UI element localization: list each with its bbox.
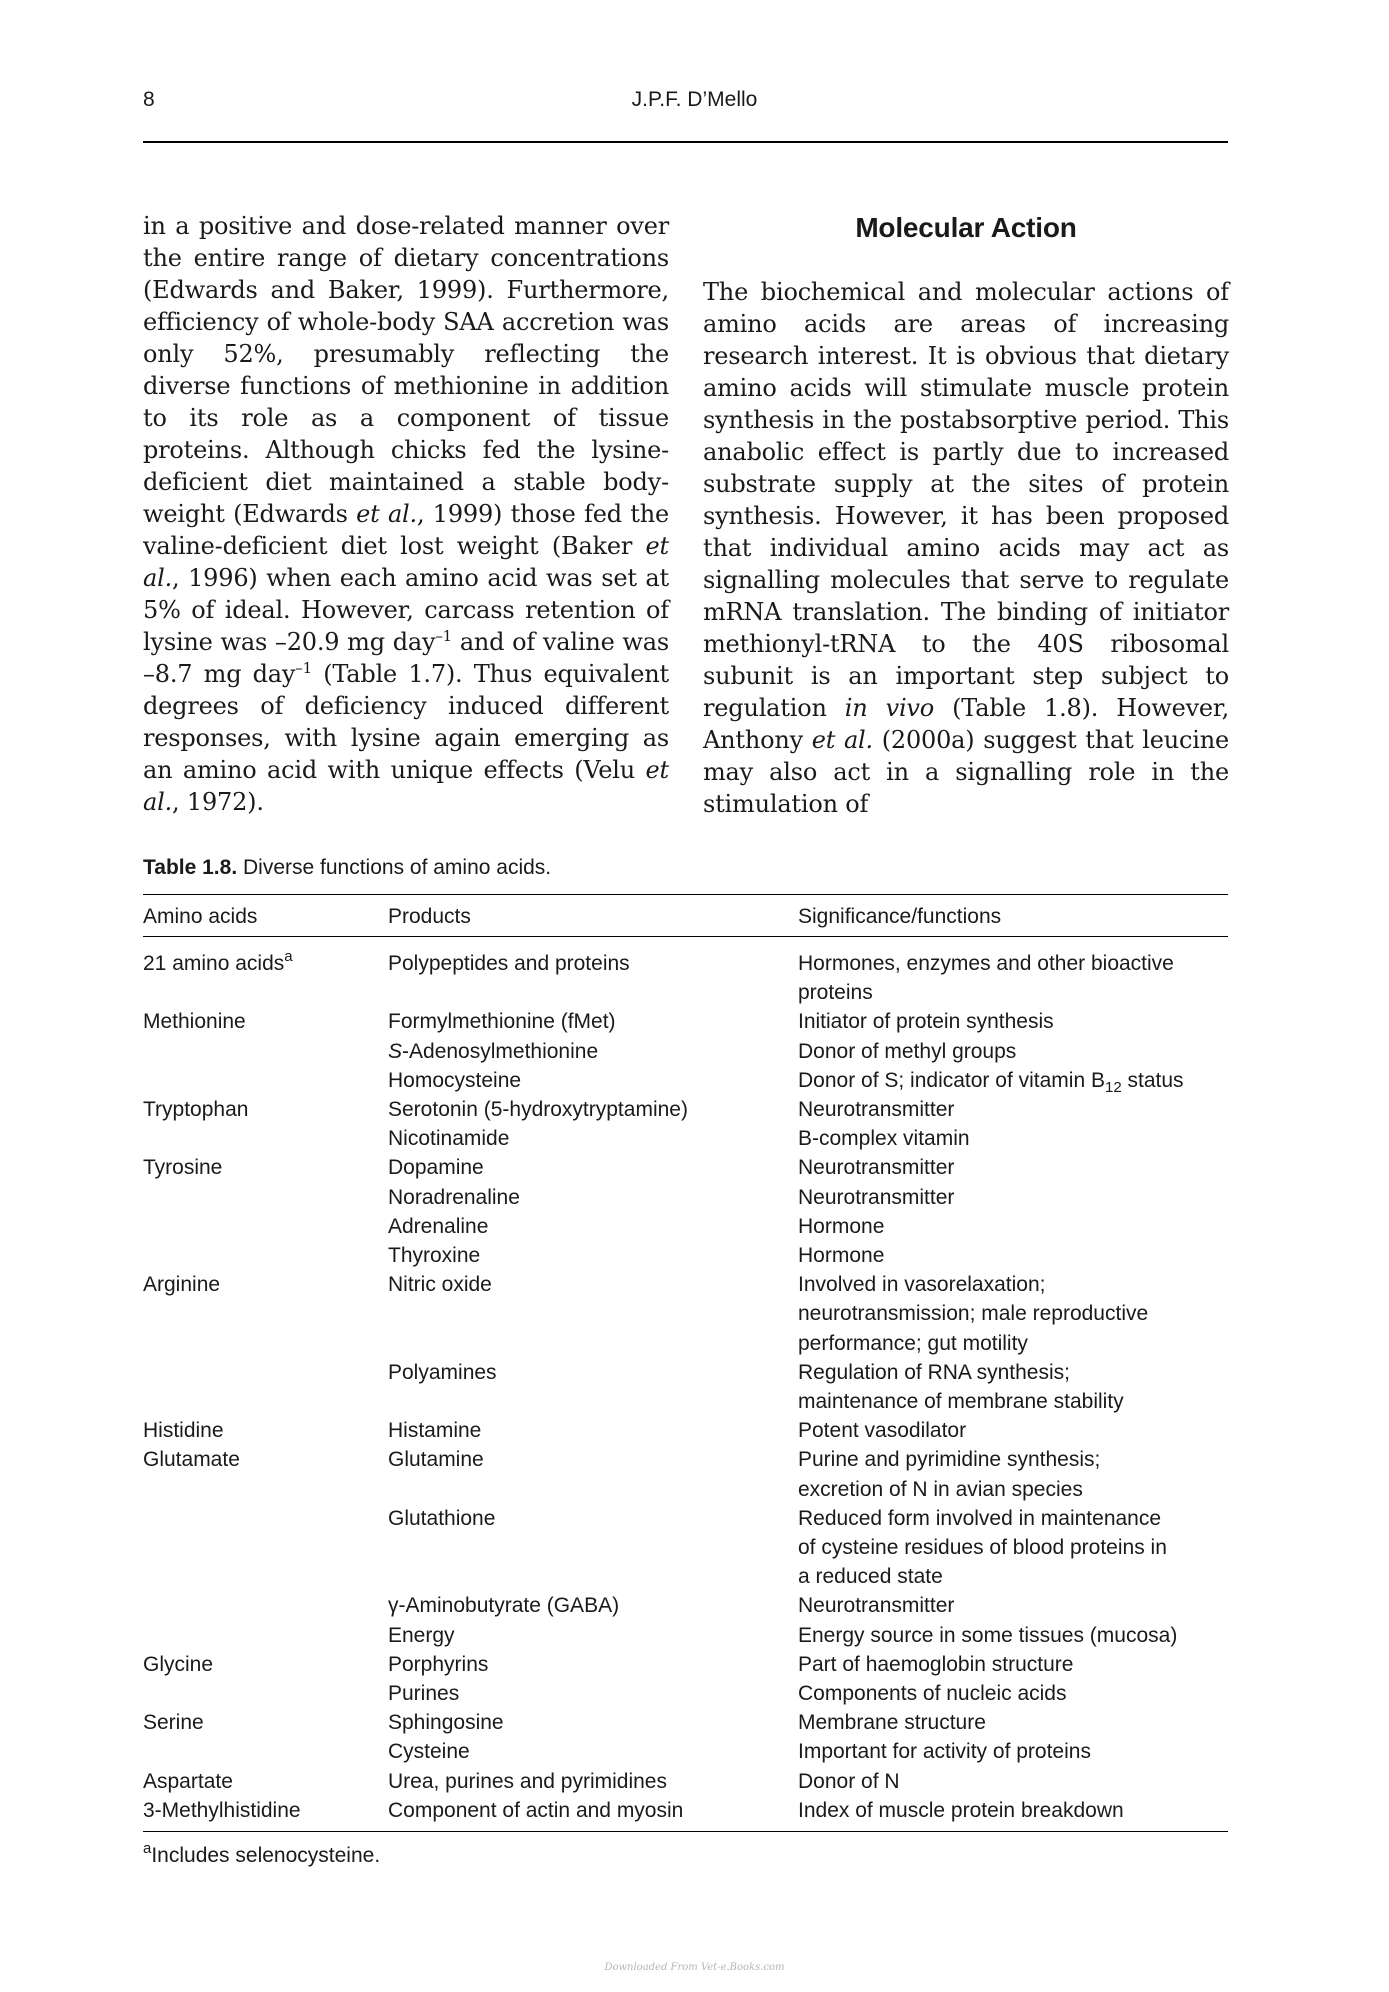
table-row <box>143 1037 1228 1066</box>
cell-function: Initiator of protein synthesis <box>798 1010 1054 1034</box>
cell-product: Adrenaline <box>388 1214 489 1238</box>
table-row <box>143 1007 1228 1036</box>
table-row <box>143 1183 1228 1212</box>
cell-amino-acid <box>143 1212 388 1241</box>
running-head: J.P.F. D’Mello <box>631 88 758 111</box>
cell-product: Glutathione <box>388 1506 496 1530</box>
cell-product: Thyroxine <box>388 1244 481 1268</box>
cell-function: neurotransmission; male reproductive <box>798 1302 1149 1326</box>
cell-amino-acid <box>143 1562 388 1591</box>
cell-product: Nitric oxide <box>388 1273 492 1297</box>
table-row <box>143 1445 1228 1474</box>
cell-product: Serotonin (5-hydroxytryptamine) <box>388 1098 688 1122</box>
cell-product: Polypeptides and proteins <box>388 952 630 975</box>
table-row <box>143 1095 1228 1124</box>
cell-product: Polyamines <box>388 1360 497 1384</box>
table-row <box>143 1621 1228 1650</box>
cell-product <box>388 1562 798 1591</box>
cell-function: of cysteine residues of blood proteins in <box>798 1536 1167 1560</box>
cell-amino-acid <box>143 1533 388 1562</box>
table-row <box>143 1562 1228 1591</box>
table-row <box>143 1708 1228 1737</box>
cell-function: Important for activity of proteins <box>798 1740 1091 1764</box>
cell-product: Nicotinamide <box>388 1127 510 1151</box>
cell-product <box>388 1329 798 1358</box>
cell-function: Hormones, enzymes and other bioactive <box>798 952 1174 975</box>
right-column <box>703 210 1229 820</box>
table-row <box>143 1591 1228 1620</box>
column-header-significance: Significance/functions <box>798 905 1002 928</box>
table-row <box>143 1796 1228 1825</box>
cell-amino-acid <box>143 1124 388 1153</box>
cell-function: Regulation of RNA synthesis; <box>798 1360 1070 1384</box>
cell-function: Hormone <box>798 1214 885 1238</box>
cell-amino-acid: Histidine <box>143 1419 224 1443</box>
cell-product: Energy <box>388 1623 455 1647</box>
cell-product: Porphyrins <box>388 1652 489 1676</box>
table-body <box>143 937 1228 1831</box>
cell-product: Dopamine <box>388 1156 484 1180</box>
table-row <box>143 1679 1228 1708</box>
cell-product: γ-Aminobutyrate (GABA) <box>388 1594 620 1618</box>
table-row <box>143 1504 1228 1533</box>
cell-function: Index of muscle protein breakdown <box>798 1798 1124 1822</box>
cell-amino-acid <box>143 1358 388 1387</box>
table-1-8 <box>143 854 1228 1870</box>
cell-product: Noradrenaline <box>388 1185 520 1209</box>
cell-amino-acid <box>143 978 388 1007</box>
cell-amino-acid <box>143 1591 388 1620</box>
body-paragraph: The biochemical and molecular actions of amino acids are areas of increasing research interest. It is obvious that dietary amino acids will stimulate muscle protein synthesis in the postabsorptive period. This anabolic effect is partly due to increased substrate supply at the sites of protein synthesis. However, it has been proposed that individual amino acids may act as signalling molecules that serve to regulate mRNA translation. The binding of initiator methionyl-tRNA to the 40S ribosomal subunit is an important step subject to regulation in vivo (Table 1.8). However, Anthony et al. (2000a) suggest that leucine may also act in a signalling role in the stimulation of <box>703 278 1230 818</box>
cell-function: a reduced state <box>798 1565 943 1589</box>
cell-function: Reduced form involved in maintenance <box>798 1506 1162 1530</box>
cell-function: Energy source in some tissues (mucosa) <box>798 1623 1178 1647</box>
cell-function: excretion of N in avian species <box>798 1477 1083 1501</box>
cell-amino-acid <box>143 1241 388 1270</box>
cell-product: Glutamine <box>388 1448 484 1472</box>
table-row <box>143 1475 1228 1504</box>
cell-product <box>388 1299 798 1328</box>
cell-amino-acid <box>143 1621 388 1650</box>
cell-amino-acid <box>143 1387 388 1416</box>
column-header-products: Products <box>388 905 471 928</box>
table-row <box>143 1241 1228 1270</box>
cell-amino-acid <box>143 1299 388 1328</box>
table-row <box>143 1299 1228 1328</box>
table-bottom-rule <box>143 1831 1228 1832</box>
header-rule <box>143 141 1228 143</box>
cell-function: Membrane structure <box>798 1711 986 1735</box>
table-row <box>143 1533 1228 1562</box>
cell-product: Purines <box>388 1682 460 1706</box>
page-number: 8 <box>143 88 155 111</box>
cell-function: Components of nucleic acids <box>798 1682 1067 1706</box>
table-row <box>143 1358 1228 1387</box>
column-header-amino-acids: Amino acids <box>143 905 258 928</box>
table-row <box>143 1737 1228 1766</box>
cell-function: Neurotransmitter <box>798 1594 955 1618</box>
cell-amino-acid <box>143 1066 388 1095</box>
cell-amino-acid: Aspartate <box>143 1769 233 1793</box>
table-row <box>143 1387 1228 1416</box>
cell-product: Component of actin and myosin <box>388 1798 684 1822</box>
cell-amino-acid <box>143 1737 388 1766</box>
cell-product <box>388 978 798 1007</box>
table-row <box>143 1066 1228 1095</box>
table-row <box>143 1650 1228 1679</box>
cell-product: S-Adenosylmethionine <box>388 1039 599 1063</box>
table-footnote: $^a$Includes selenocysteine. <box>143 1840 381 1868</box>
cell-amino-acid <box>143 1504 388 1533</box>
cell-function: maintenance of membrane stability <box>798 1390 1124 1414</box>
body-paragraph: in a positive and dose-related manner over the entire range of dietary concentrations (Edwards and Baker, 1999). Furthermore, efficiency of whole-body SAA accretion was only 52%, presumably reflecting the diverse functions of methionine in addition to its role as a component of tissue proteins. Although chicks fed the lysine-deficient diet maintained a stable body-weight (Edwards et al., 1999) those fed the valine-deficient diet lost weight (Baker et al., 1996) when each amino acid was set at 5% of ideal. However, carcass retention of lysine was –20.9 mg day$^{-1}$ and of valine was –8.7 mg day$^{-1}$ (Table 1.7). Thus equivalent degrees of deficiency induced different responses, with lysine again emerging as an amino acid with unique effects (Velu et al., 1972). <box>143 212 670 816</box>
cell-function: Donor of S; indicator of vitamin $B_{12}$ status <box>798 1068 1184 1096</box>
cell-product <box>388 1475 798 1504</box>
cell-amino-acid: Glutamate <box>143 1448 240 1472</box>
cell-amino-acid <box>143 1183 388 1212</box>
cell-function: Neurotransmitter <box>798 1098 955 1122</box>
cell-function: Neurotransmitter <box>798 1156 955 1180</box>
cell-product: Formylmethionine (fMet) <box>388 1010 616 1034</box>
cell-amino-acid <box>143 1475 388 1504</box>
cell-function: performance; gut motility <box>798 1331 1028 1355</box>
cell-function: Hormone <box>798 1244 885 1268</box>
cell-amino-acid <box>143 1329 388 1358</box>
table-row <box>143 949 1228 978</box>
table-caption: Table 1.8. Diverse functions of amino acids. <box>143 856 552 879</box>
section-heading: Molecular Action <box>855 212 1077 243</box>
cell-amino-acid: Tryptophan <box>143 1098 249 1122</box>
watermark: Downloaded From Vet-e.Books.com <box>604 1962 785 1973</box>
cell-function: Involved in vasorelaxation; <box>798 1273 1046 1297</box>
table-header-row <box>143 895 1228 936</box>
table-row <box>143 1416 1228 1445</box>
cell-product <box>388 1387 798 1416</box>
cell-function: proteins <box>798 981 873 1005</box>
table-row <box>143 1212 1228 1241</box>
cell-function: Potent vasodilator <box>798 1419 967 1443</box>
cell-function: B-complex vitamin <box>798 1127 970 1151</box>
cell-function: Part of haemoglobin structure <box>798 1652 1074 1676</box>
table-row <box>143 1270 1228 1299</box>
cell-amino-acid: Tyrosine <box>143 1156 223 1180</box>
cell-function: Donor of methyl groups <box>798 1039 1017 1063</box>
cell-amino-acid: 21 amino acids$^a$ <box>143 948 293 975</box>
cell-amino-acid <box>143 1037 388 1066</box>
table-row <box>143 1329 1228 1358</box>
left-column <box>143 210 669 818</box>
cell-amino-acid: Methionine <box>143 1010 246 1034</box>
cell-product: Cysteine <box>388 1740 470 1764</box>
cell-amino-acid: 3-Methylhistidine <box>143 1798 301 1822</box>
cell-function: Donor of N <box>798 1769 900 1793</box>
cell-product: Sphingosine <box>388 1711 504 1735</box>
cell-amino-acid: Glycine <box>143 1652 214 1676</box>
cell-amino-acid: Serine <box>143 1711 204 1735</box>
table-row <box>143 1124 1228 1153</box>
table-row <box>143 978 1228 1007</box>
cell-function: Purine and pyrimidine synthesis; <box>798 1448 1101 1472</box>
cell-product: Urea, purines and pyrimidines <box>388 1769 667 1793</box>
cell-amino-acid: Arginine <box>143 1273 221 1297</box>
cell-product: Histamine <box>388 1419 482 1443</box>
cell-product: Homocysteine <box>388 1068 522 1092</box>
table-row <box>143 1767 1228 1796</box>
table-row <box>143 1153 1228 1182</box>
cell-amino-acid <box>143 1679 388 1708</box>
cell-function: Neurotransmitter <box>798 1185 955 1209</box>
cell-product <box>388 1533 798 1562</box>
